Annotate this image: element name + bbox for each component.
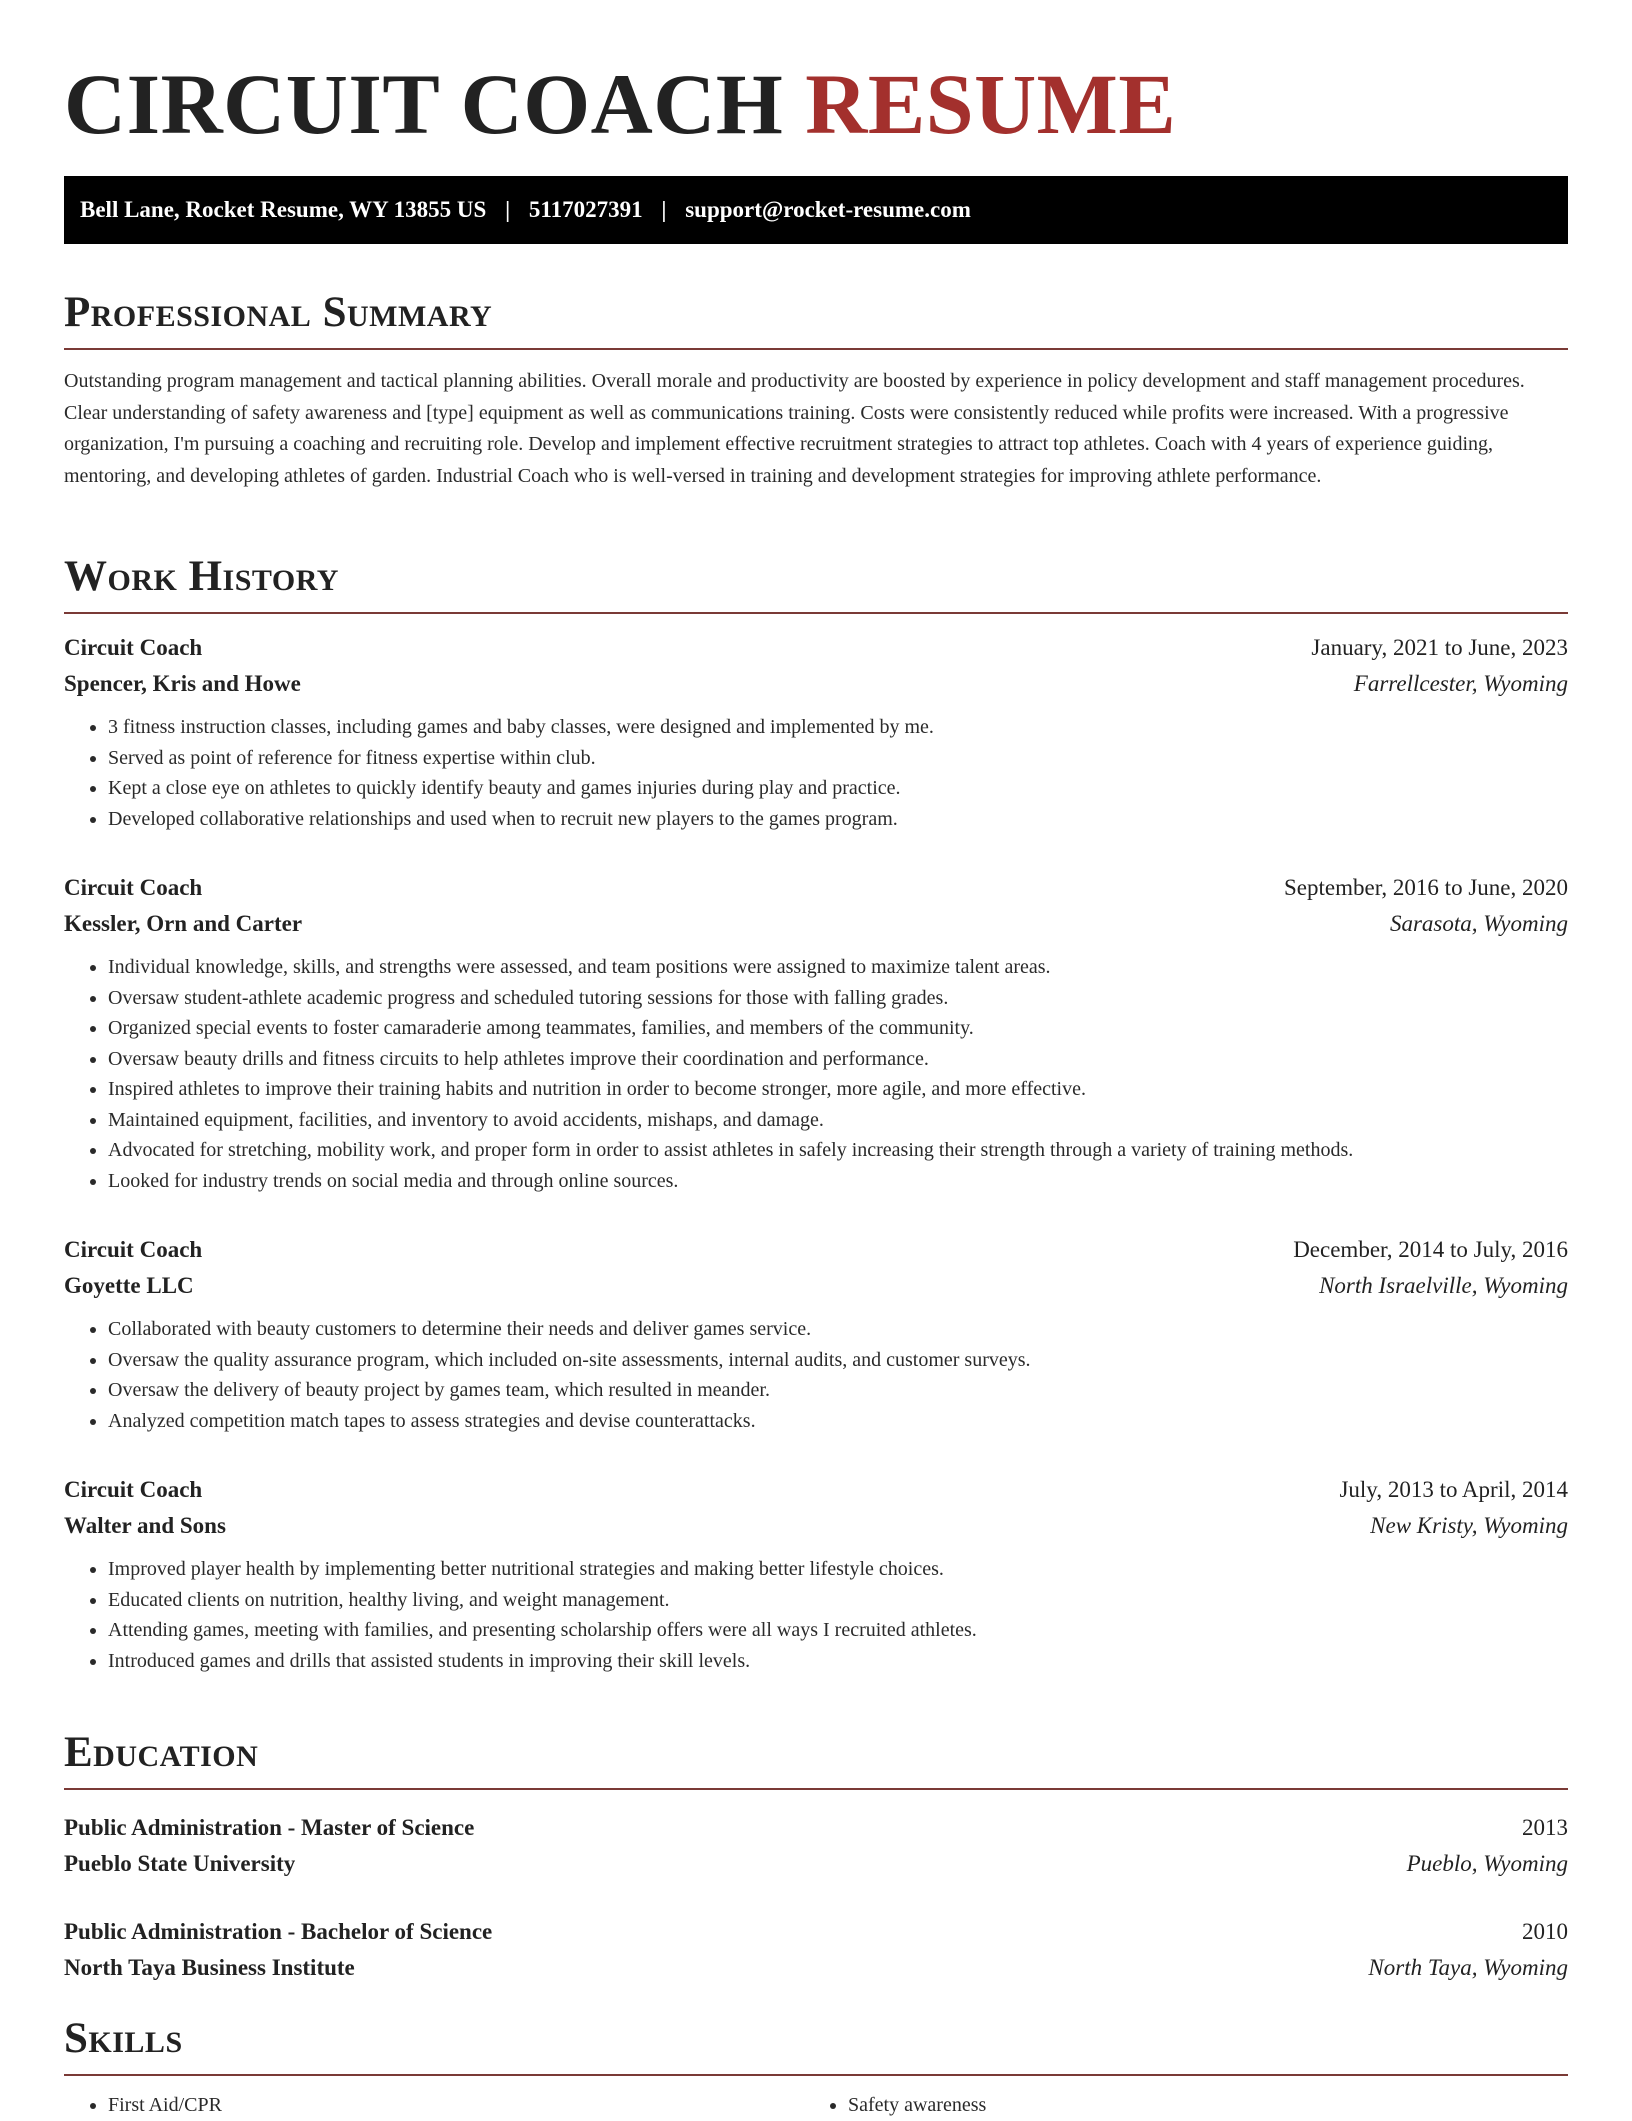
education-school: North Taya Business Institute [64,1955,355,1980]
contact-address: Bell Lane, Rocket Resume, WY 13855 US [80,197,487,222]
contact-separator: | [661,197,667,222]
job-bullet: • Served as point of reference for fitness expertise within club. [108,743,1568,774]
job-bullet: • Attending games, meeting with families, and presenting scholarship offers were all ways I recruited athletes. [108,1615,1568,1646]
contact-bar [64,176,1568,244]
job-bullets [64,1314,1568,1436]
job-location: North Israelville, Wyoming [1319,1273,1568,1298]
job-bullet: • Analyzed competition match tapes to assess strategies and devise counterattacks. [108,1406,1568,1437]
skill-item: • First Aid/CPR [108,2090,804,2121]
job-bullets [64,952,1568,1196]
job-entry [64,1232,1568,1436]
job-bullet: • Individual knowledge, skills, and strengths were assessed, and team positions were assigned to maximize talent areas. [108,952,1568,983]
job-entry [64,1472,1568,1676]
job-company: Kessler, Orn and Carter [64,911,303,936]
job-bullet: • Educated clients on nutrition, healthy living, and weight management. [108,1585,1568,1616]
job-dates: July, 2013 to April, 2014 [1339,1477,1568,1502]
job-bullet: • Organized special events to foster camaraderie among teammates, families, and members of the community. [108,1013,1568,1044]
job-dates: December, 2014 to July, 2016 [1293,1237,1568,1262]
section-divider [64,1788,1568,1790]
work-history-heading: Work History [64,553,339,600]
education-degree: Public Administration - Bachelor of Science [64,1919,493,1944]
skills-columns [64,2090,1568,2121]
job-bullet: • Oversaw the quality assurance program, which included on-site assessments, internal audits, and customer surveys. [108,1345,1568,1376]
job-bullet: • Oversaw student-athlete academic progress and scheduled tutoring sessions for those with falling grades. [108,983,1568,1014]
job-title: Circuit Coach [64,1477,203,1502]
job-dates: January, 2021 to June, 2023 [1311,635,1568,660]
education-location: Pueblo, Wyoming [1406,1851,1568,1876]
summary-section [64,286,1568,492]
job-location: Sarasota, Wyoming [1389,911,1568,936]
job-company: Goyette LLC [64,1273,194,1298]
job-company: Spencer, Kris and Howe [64,671,301,696]
education-year: 2013 [1522,1815,1568,1840]
job-bullet: • Improved player health by implementing better nutritional strategies and making better lifestyle choices. [108,1554,1568,1585]
section-divider [64,348,1568,350]
education-entry [64,1914,1568,1986]
education-degree: Public Administration - Master of Science [64,1815,475,1840]
contact-phone: 5117027391 [528,197,643,222]
job-bullet: • 3 fitness instruction classes, including games and baby classes, were designed and implemented by me. [108,712,1568,743]
job-entry [64,630,1568,834]
skills-list-right [804,2090,1544,2121]
skills-heading: Skills [64,2015,183,2062]
job-bullet: • Oversaw beauty drills and fitness circuits to help athletes improve their coordination and performance. [108,1044,1568,1075]
job-location: Farrellcester, Wyoming [1353,671,1568,696]
section-divider [64,612,1568,614]
contact-separator: | [505,197,511,222]
education-entry [64,1810,1568,1882]
education-heading: Education [64,1729,259,1776]
job-dates: September, 2016 to June, 2020 [1284,875,1568,900]
summary-heading: Professional Summary [64,289,493,336]
section-divider [64,2074,1568,2076]
skill-item: • Safety awareness [848,2090,1544,2121]
job-bullet: • Developed collaborative relationships and used when to recruit new players to the games program. [108,804,1568,835]
job-location: New Kristy, Wyoming [1370,1513,1568,1538]
job-bullets [64,712,1568,834]
name-first: CIRCUIT COACH [64,56,784,152]
education-school: Pueblo State University [64,1851,296,1876]
resume-name [64,56,1176,152]
job-title: Circuit Coach [64,1237,203,1262]
job-bullet: • Introduced games and drills that assisted students in improving their skill levels. [108,1646,1568,1677]
job-bullet: • Advocated for stretching, mobility work, and proper form in order to assist athletes in safely increasing their strength through a variety of training methods. [108,1135,1568,1166]
job-bullet: • Maintained equipment, facilities, and inventory to avoid accidents, mishaps, and damage. [108,1105,1568,1136]
skills-list-left [64,2090,804,2121]
job-entry [64,870,1568,1196]
job-company: Walter and Sons [64,1513,226,1538]
job-title: Circuit Coach [64,635,203,660]
skills-section [64,2012,1568,2121]
work-history-section [64,550,1568,1676]
education-location: North Taya, Wyoming [1368,1955,1568,1980]
contact-email: support@rocket-resume.com [685,197,971,222]
job-bullet: • Looked for industry trends on social media and through online sources. [108,1166,1568,1197]
job-bullet: • Collaborated with beauty customers to determine their needs and deliver games service. [108,1314,1568,1345]
education-year: 2010 [1522,1919,1568,1944]
job-bullets [64,1554,1568,1676]
job-bullet: • Inspired athletes to improve their training habits and nutrition in order to become stronger, more agile, and more effective. [108,1074,1568,1105]
education-section [64,1726,1568,1986]
name-last: RESUME [805,56,1177,152]
job-bullet: • Oversaw the delivery of beauty project by games team, which resulted in meander. [108,1375,1568,1406]
job-bullet: • Kept a close eye on athletes to quickly identify beauty and games injuries during play and practice. [108,773,1568,804]
summary-text: Outstanding program management and tactical planning abilities. Overall morale and productivity are boosted by experience in policy development and staff management procedures. Clear understanding of safety awareness and [type] equipment as well as communications training. Costs were consistently reduced while profits were increased. With a progressive organization, I'm pursuing a coaching and recruiting role. Develop and implement effective recruitment strategies to attract top athletes. Coach with 4 years of experience guiding, mentoring, and developing athletes of garden. Industrial Coach who is well-versed in training and development strategies for improving athlete performance. [64,370,1525,487]
job-title: Circuit Coach [64,875,203,900]
